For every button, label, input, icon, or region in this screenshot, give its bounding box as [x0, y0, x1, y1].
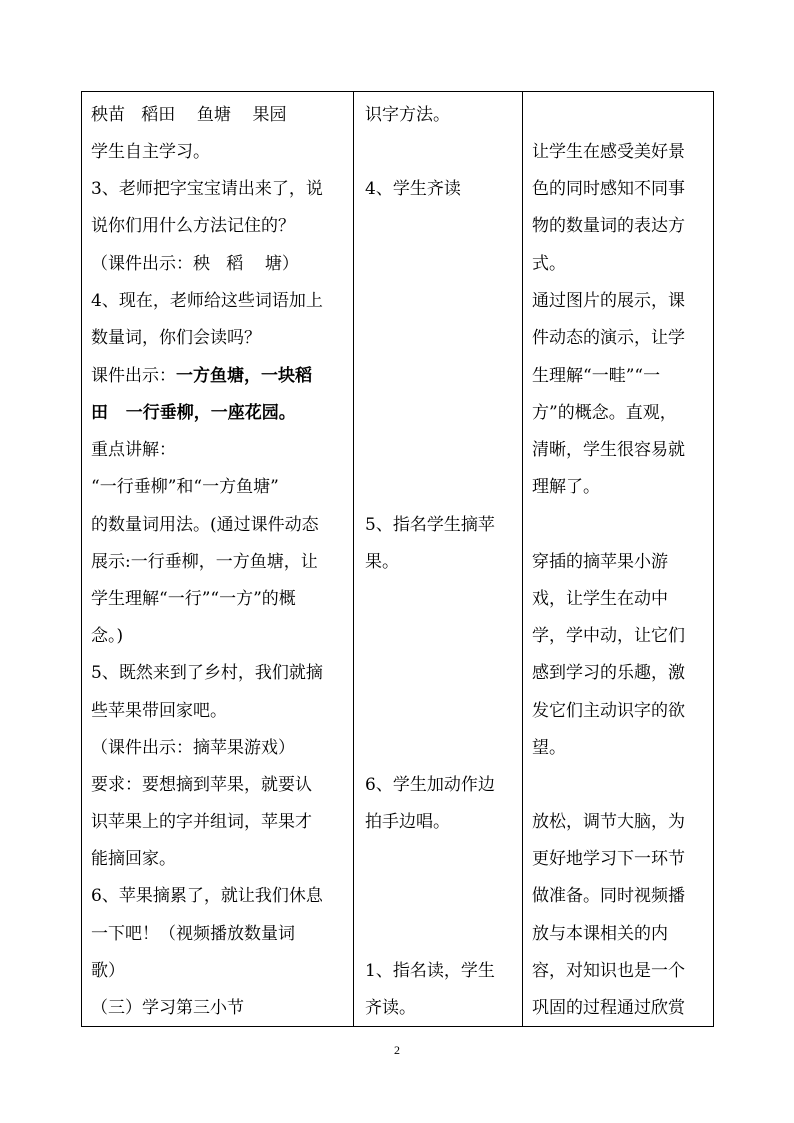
col2-text-line: 齐读。	[365, 998, 416, 1018]
col3-text-line: 理解了。	[532, 477, 600, 497]
col1-text-line: 3、老师把字宝宝请出来了，说	[91, 179, 323, 199]
col1-text-line: 念。)	[91, 626, 124, 646]
col3-text-line: 感到学习的乐趣，激	[532, 663, 685, 683]
col1-text-line: 学生自主学习。	[91, 142, 210, 162]
col1-text-line: 要求：要想摘到苹果，就要认	[91, 775, 312, 795]
col3-text-line: 做准备。同时视频播	[532, 886, 685, 906]
col1-text-line: 能摘回家。	[91, 849, 176, 869]
col3-text-line: 件动态的演示，让学	[532, 328, 685, 348]
col1-text-line: 秧苗 稻田 鱼塘 果园	[91, 105, 287, 125]
col3-text-line: 式。	[532, 254, 566, 274]
col1-text-line: 数量词，你们会读吗？	[91, 328, 261, 348]
col3-text-line: 通过图片的展示，课	[532, 291, 685, 311]
col2-text-line: 4、学生齐读	[365, 179, 461, 199]
col1-text-line: 4、现在，老师给这些词语加上	[91, 291, 323, 311]
col1-text-line	[91, 403, 296, 423]
col3-text-line: 穿插的摘苹果小游	[532, 552, 668, 572]
col3-text-line: 容，对知识也是一个	[532, 961, 685, 981]
col1-text-line: 一下吧！（视频播放数量词	[91, 924, 295, 944]
col1-text-line: “一行垂柳”和“一方鱼塘”	[91, 477, 279, 497]
col2-text-line: 1、指名读，学生	[365, 961, 495, 981]
col3-text-line: 巩固的过程通过欣赏	[532, 998, 685, 1018]
col3-text-line: 让学生在感受美好景	[532, 142, 685, 162]
bold-text: 一方鱼塘，一块稻	[176, 366, 312, 386]
col1-text-line: 的数量词用法。(通过课件动态	[91, 515, 319, 535]
page-number: 2	[394, 1043, 400, 1057]
col3-text-line: 放与本课相关的内	[532, 924, 668, 944]
col2-text-line: 果。	[365, 552, 399, 572]
col3-text-line: 戏，让学生在动中	[532, 589, 668, 609]
col1-text-line: 6、苹果摘累了，就让我们休息	[91, 886, 323, 906]
col1-text-line: 展示:一行垂柳，一方鱼塘，让	[91, 552, 318, 572]
col3-text-line: 物的数量词的表达方	[532, 216, 685, 236]
col1-text-line: 重点讲解：	[91, 440, 176, 460]
col3-text-line: 放松，调节大脑，为	[532, 812, 685, 832]
col1-text-line: 些苹果带回家吧。	[91, 701, 227, 721]
col2-text-line: 拍手边唱。	[365, 812, 450, 832]
col2-text-line: 5、指名学生摘苹	[365, 515, 495, 535]
student-activity-column	[354, 92, 522, 1026]
teacher-activity-column	[82, 92, 353, 1026]
col3-text-line: 发它们主动识字的欲	[532, 701, 685, 721]
col1-text-line: （三）学习第三小节	[91, 998, 244, 1018]
col3-text-line: 望。	[532, 738, 566, 758]
col2-text-line: 6、学生加动作边	[365, 775, 495, 795]
col3-text-line: 更好地学习下一环节	[532, 849, 685, 869]
col1-text-line: （课件出示：摘苹果游戏）	[91, 738, 295, 758]
col2-text-line: 识字方法。	[365, 105, 450, 125]
col1-text-line: 说你们用什么方法记住的？	[91, 216, 295, 236]
col1-text-line: 识苹果上的字并组词，苹果才	[91, 812, 312, 832]
col3-text-line: 色的同时感知不同事	[532, 179, 685, 199]
col1-text-line: 5、既然来到了乡村，我们就摘	[91, 663, 323, 683]
plain-text: 课件出示：	[91, 366, 176, 386]
col3-text-line: 清晰，学生很容易就	[532, 440, 685, 460]
lesson-plan-table	[81, 91, 714, 1027]
col1-text-line	[91, 366, 312, 386]
col1-text-line: 歌）	[91, 961, 125, 981]
col1-text-line: （课件出示：秧 稻 塘）	[91, 254, 299, 274]
col1-text-line: 学生理解“一行”“一方”的概	[91, 589, 296, 609]
col3-text-line: 方”的概念。直观，	[532, 403, 677, 423]
design-intent-column	[523, 92, 713, 1026]
col3-text-line: 学，学中动，让它们	[532, 626, 685, 646]
col3-text-line: 生理解“一畦”“一	[532, 366, 661, 386]
bold-text: 田 一行垂柳，一座花园。	[91, 403, 296, 423]
